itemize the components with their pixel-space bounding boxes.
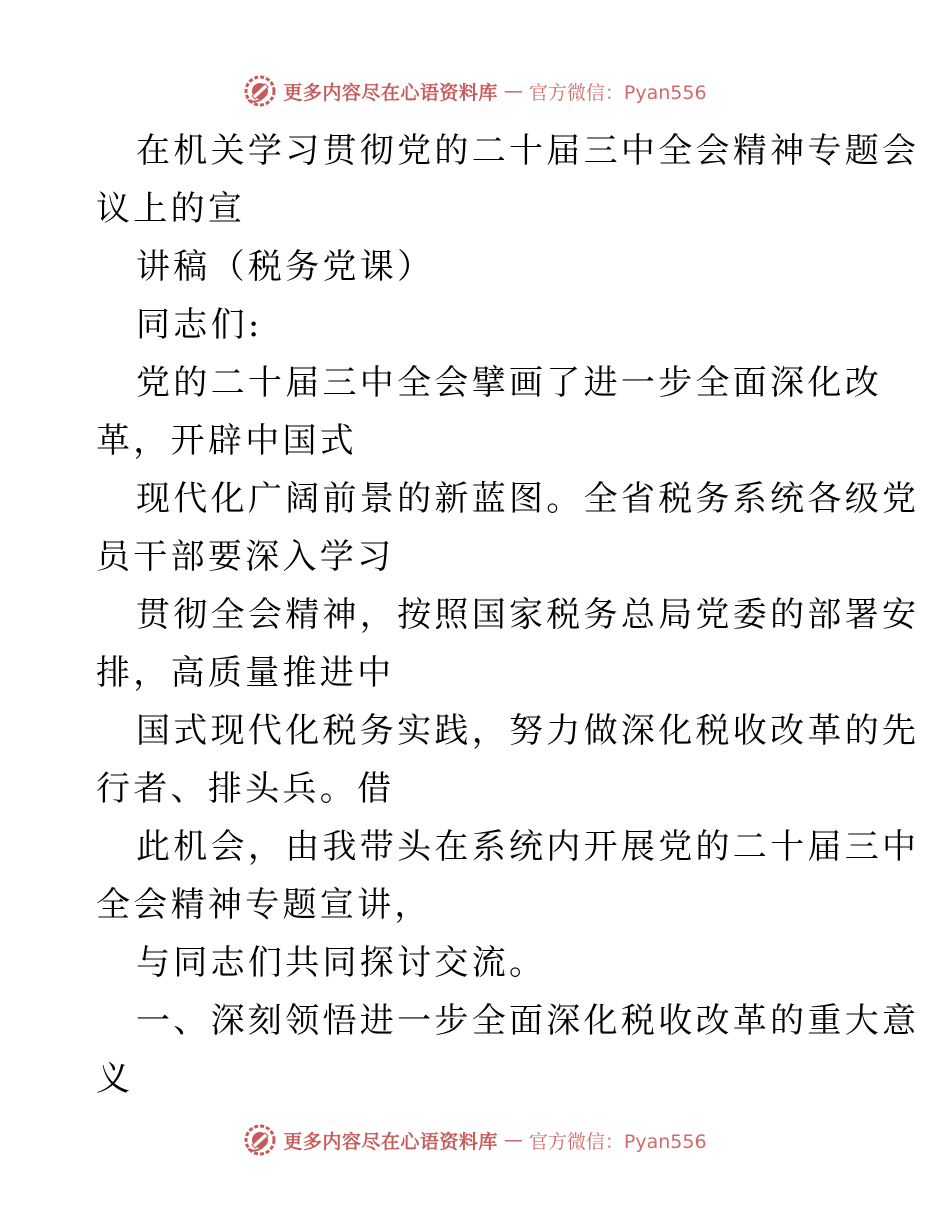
header-watermark [0, 69, 950, 113]
paragraph-line: 与同志们共同探讨交流。 [136, 943, 547, 983]
watermark-separator: — [503, 1129, 523, 1151]
paragraph-line: 员干部要深入学习 [96, 537, 395, 577]
watermark-site-text: 更多内容尽在心语资料库 [283, 1130, 498, 1153]
paragraph-line: 国式现代化税务实践，努力做深化税收改革的先 [136, 711, 920, 751]
paragraph-line: 现代化广阔前景的新蓝图。全省税务系统各级党 [136, 479, 920, 519]
paragraph-line: 排，高质量推进中 [96, 653, 395, 693]
section-heading-continued: 义 [96, 1059, 134, 1099]
gear-ribbon-logo-icon [243, 74, 277, 108]
footer-watermark [0, 1118, 950, 1162]
title-line-2: 议上的宣 [96, 189, 246, 229]
title-line-3: 讲稿（税务党课） [136, 247, 435, 287]
paragraph-line: 行者、排头兵。借 [96, 769, 395, 809]
paragraph-line: 贯彻全会精神，按照国家税务总局党委的部署安 [136, 595, 920, 635]
title-line-1: 在机关学习贯彻党的二十届三中全会精神专题会 [136, 131, 920, 171]
salutation: 同志们: [136, 305, 263, 345]
section-heading: 一、深刻领悟进一步全面深化税收改革的重大意 [136, 1001, 920, 1041]
document-body [96, 122, 920, 1108]
paragraph-line: 党的二十届三中全会擘画了进一步全面深化改 [136, 363, 882, 403]
gear-ribbon-logo-icon [243, 1123, 277, 1157]
watermark-wechat-text: 官方微信：Pyan556 [528, 1130, 707, 1153]
paragraph-line: 全会精神专题宣讲， [96, 885, 432, 925]
paragraph-line: 此机会，由我带头在系统内开展党的二十届三中 [136, 827, 920, 867]
watermark-wechat-text: 官方微信：Pyan556 [528, 81, 707, 104]
watermark-separator: — [503, 80, 523, 102]
paragraph-line: 革，开辟中国式 [96, 421, 358, 461]
watermark-site-text: 更多内容尽在心语资料库 [283, 81, 498, 104]
